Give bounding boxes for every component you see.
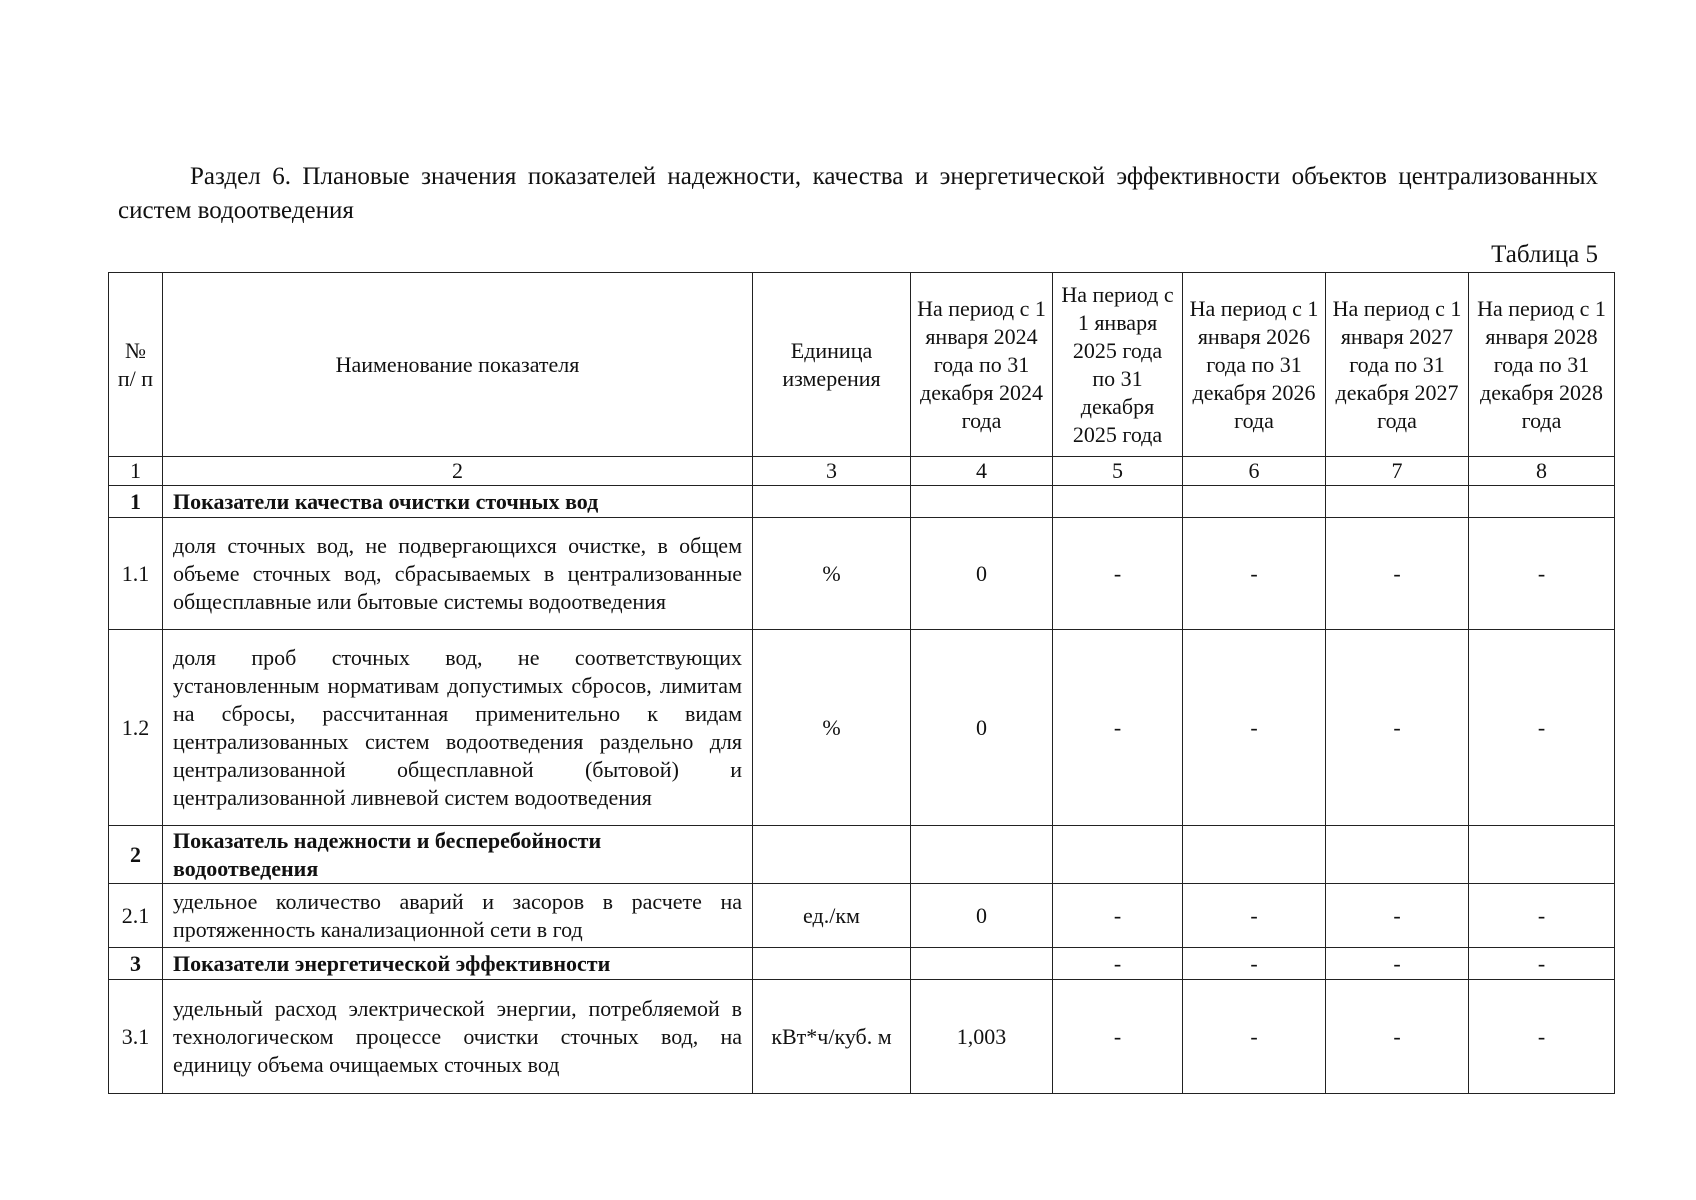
row-unit: %	[753, 630, 911, 826]
value-2024	[911, 826, 1053, 884]
row-num: 2.1	[109, 884, 163, 948]
header-period-2026: На период с 1 января 2026 года по 31 декабря 2026 года	[1183, 273, 1326, 457]
value-2028: -	[1469, 948, 1615, 980]
indicator-name: доля проб сточных вод, не соответствующих установленным нормативам допустимых сбросов, лимитам на сбросы, рассчитанная применительно к видам централизованных систем водоотведения раздельно для централизованной общесплавной (бытовой) и централизованной ливневой систем водоотведения	[163, 630, 753, 826]
value-2027	[1326, 826, 1469, 884]
value-2026: -	[1183, 884, 1326, 948]
header-period-2024: На период с 1 января 2024 года по 31 декабря 2024 года	[911, 273, 1053, 457]
indicators-table	[108, 272, 1615, 1094]
value-2027: -	[1326, 630, 1469, 826]
header-row	[109, 273, 1615, 457]
value-2025: -	[1053, 630, 1183, 826]
value-2026: -	[1183, 630, 1326, 826]
row-num: 1.1	[109, 518, 163, 630]
table-row	[109, 884, 1615, 948]
row-num: 1.2	[109, 630, 163, 826]
section-title: Показатель надежности и бесперебойности водоотведения	[163, 826, 753, 884]
section-row-1	[109, 486, 1615, 518]
row-unit	[753, 948, 911, 980]
value-2028: -	[1469, 630, 1615, 826]
value-2024: 0	[911, 884, 1053, 948]
value-2028: -	[1469, 980, 1615, 1094]
value-2026: -	[1183, 980, 1326, 1094]
value-2028: -	[1469, 518, 1615, 630]
column-index: 3	[753, 457, 911, 486]
table-row	[109, 980, 1615, 1094]
header-period-2027: На период с 1 января 2027 года по 31 декабря 2027 года	[1326, 273, 1469, 457]
column-index: 7	[1326, 457, 1469, 486]
header-period-2025: На период с 1 января 2025 года по 31 декабря 2025 года	[1053, 273, 1183, 457]
value-2025: -	[1053, 518, 1183, 630]
header-name: Наименование показателя	[163, 273, 753, 457]
row-unit: ед./км	[753, 884, 911, 948]
value-2025: -	[1053, 980, 1183, 1094]
value-2027: -	[1326, 518, 1469, 630]
header-unit: Единица измерения	[753, 273, 911, 457]
value-2025	[1053, 486, 1183, 518]
column-index: 4	[911, 457, 1053, 486]
row-unit: кВт*ч/куб. м	[753, 980, 911, 1094]
row-num: 1	[109, 486, 163, 518]
header-num: № п/ п	[109, 273, 163, 457]
value-2025: -	[1053, 884, 1183, 948]
section-title: Показатели энергетической эффективности	[163, 948, 753, 980]
value-2024: 0	[911, 518, 1053, 630]
value-2026	[1183, 826, 1326, 884]
value-2026: -	[1183, 948, 1326, 980]
value-2026	[1183, 486, 1326, 518]
section-heading: Раздел 6. Плановые значения показателей надежности, качества и энергетической эффективности объектов централизованных систем водоотведения	[118, 163, 1598, 224]
column-index-row	[109, 457, 1615, 486]
table-row	[109, 518, 1615, 630]
value-2025	[1053, 826, 1183, 884]
section-row-3	[109, 948, 1615, 980]
header-period-2028: На период с 1 января 2028 года по 31 декабря 2028 года	[1469, 273, 1615, 457]
value-2024	[911, 948, 1053, 980]
column-index: 8	[1469, 457, 1615, 486]
value-2024: 1,003	[911, 980, 1053, 1094]
section-title: Показатели качества очистки сточных вод	[163, 486, 753, 518]
column-index: 2	[163, 457, 753, 486]
table-label: Таблица 5	[1491, 241, 1598, 268]
indicator-name: доля сточных вод, не подвергающихся очистке, в общем объеме сточных вод, сбрасываемых в централизованные общесплавные или бытовые системы водоотведения	[163, 518, 753, 630]
value-2028: -	[1469, 884, 1615, 948]
value-2026: -	[1183, 518, 1326, 630]
row-unit	[753, 826, 911, 884]
column-index: 6	[1183, 457, 1326, 486]
value-2024	[911, 486, 1053, 518]
column-index: 1	[109, 457, 163, 486]
indicator-name: удельное количество аварий и засоров в расчете на протяженность канализационной сети в год	[163, 884, 753, 948]
row-unit	[753, 486, 911, 518]
value-2025: -	[1053, 948, 1183, 980]
indicator-name: удельный расход электрической энергии, потребляемой в технологическом процессе очистки сточных вод, на единицу объема очищаемых сточных вод	[163, 980, 753, 1094]
value-2027: -	[1326, 980, 1469, 1094]
row-num: 3.1	[109, 980, 163, 1094]
value-2024: 0	[911, 630, 1053, 826]
row-num: 2	[109, 826, 163, 884]
column-index: 5	[1053, 457, 1183, 486]
value-2027	[1326, 486, 1469, 518]
row-unit: %	[753, 518, 911, 630]
value-2028	[1469, 486, 1615, 518]
table-row	[109, 630, 1615, 826]
value-2027: -	[1326, 948, 1469, 980]
section-row-2	[109, 826, 1615, 884]
value-2027: -	[1326, 884, 1469, 948]
row-num: 3	[109, 948, 163, 980]
value-2028	[1469, 826, 1615, 884]
